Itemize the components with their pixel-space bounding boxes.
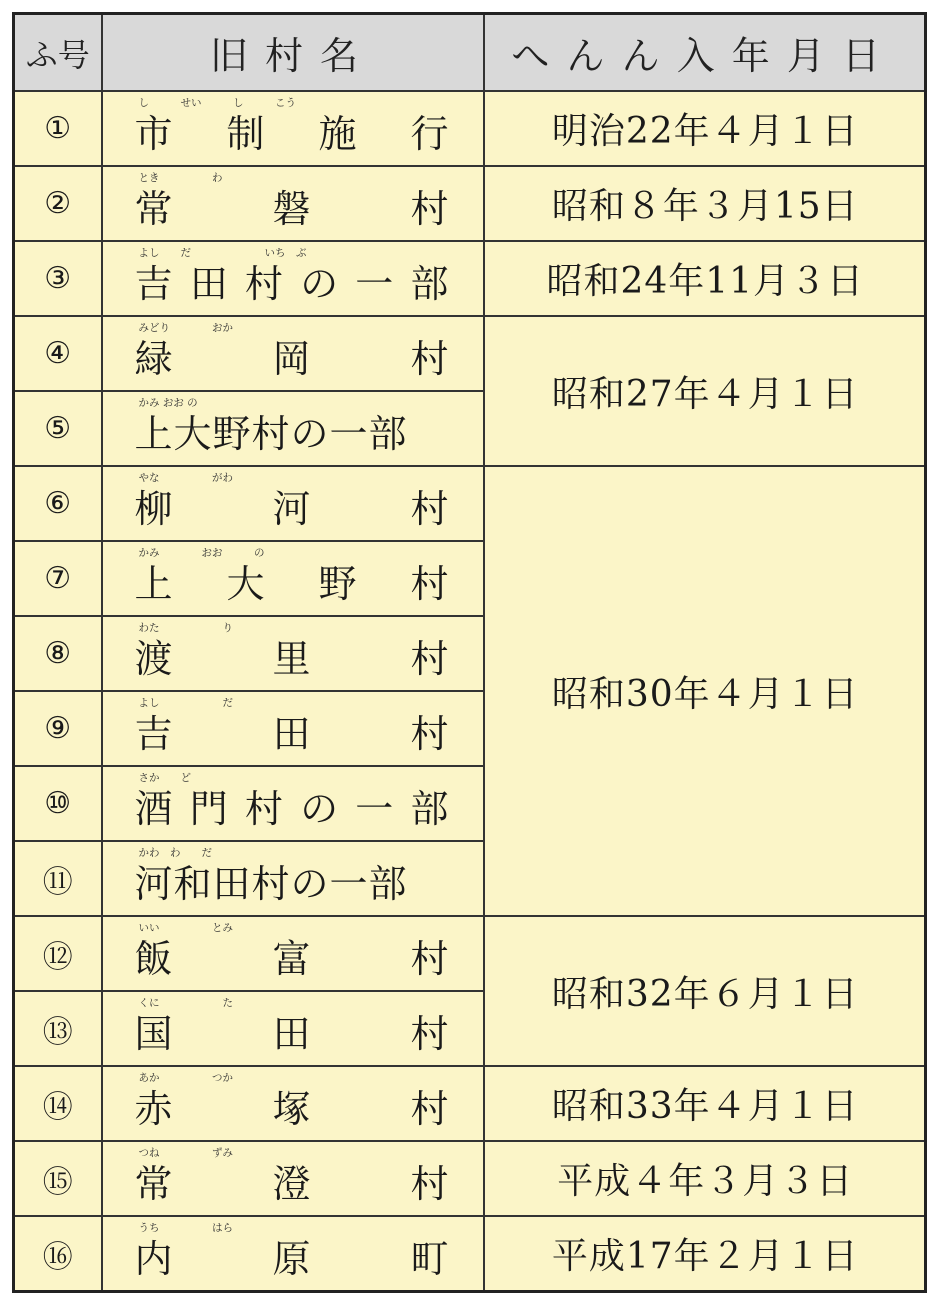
table-row	[14, 316, 926, 391]
village-merger-table-container	[12, 12, 924, 1288]
village-name-cell	[102, 541, 484, 616]
village-name: 上 大 野 村	[134, 562, 449, 606]
row-number-cell	[14, 166, 102, 241]
village-name-cell	[102, 616, 484, 691]
village-name-cell	[102, 766, 484, 841]
furigana-reading: よし だ	[138, 697, 233, 709]
village-name: 河和田村の一部	[134, 862, 408, 906]
furigana-reading: みどり おか	[138, 322, 233, 334]
village-name: 飯 富 村	[134, 937, 449, 981]
village-name: 上大野村の一部	[134, 412, 408, 456]
row-number: ⑨	[44, 711, 72, 746]
village-name: 吉 田 村	[134, 712, 449, 756]
row-number: ⑧	[44, 636, 72, 671]
header-row	[14, 14, 926, 92]
village-name: 渡 里 村	[134, 637, 449, 681]
furigana-reading: かわ わ だ	[138, 847, 212, 859]
row-number-cell	[14, 616, 102, 691]
furigana-reading: かみ おお の	[138, 547, 265, 559]
village-name: 常 澄 村	[134, 1162, 449, 1206]
header-number: ふ号	[14, 14, 102, 92]
merge-date-cell: 昭和27年４月１日	[484, 316, 926, 466]
furigana-reading: くに た	[138, 997, 233, 1009]
row-number-cell	[14, 766, 102, 841]
village-name-cell	[102, 241, 484, 316]
table-row	[14, 1066, 926, 1141]
table-body	[14, 91, 926, 1292]
table-row	[14, 1216, 926, 1292]
row-number: ⑪	[42, 864, 73, 900]
merge-date-cell: 平成４年３月３日	[484, 1141, 926, 1216]
row-number-cell	[14, 466, 102, 541]
row-number-cell	[14, 316, 102, 391]
village-name: 常 磐 村	[134, 187, 449, 231]
furigana-reading: つね ずみ	[138, 1147, 233, 1159]
village-name-cell	[102, 1141, 484, 1216]
table-row	[14, 166, 926, 241]
row-number: ⑮	[42, 1164, 73, 1200]
table-row	[14, 916, 926, 991]
row-number-cell	[14, 1066, 102, 1141]
village-name-cell	[102, 91, 484, 166]
village-name-cell	[102, 1216, 484, 1292]
row-number: ②	[44, 186, 72, 221]
row-number-cell	[14, 1216, 102, 1292]
row-number: ⑤	[44, 411, 72, 446]
row-number: ⑯	[42, 1239, 73, 1275]
furigana-reading: わた り	[138, 622, 233, 634]
table-row	[14, 91, 926, 166]
merge-date-cell: 明治22年４月１日	[484, 91, 926, 166]
village-name: 緑 岡 村	[134, 337, 449, 381]
row-number-cell	[14, 991, 102, 1066]
header-merge-date: へんん入年月日	[484, 14, 926, 92]
merge-date-cell: 平成17年２月１日	[484, 1216, 926, 1292]
row-number: ⑬	[42, 1014, 73, 1050]
village-merger-table	[12, 12, 927, 1293]
row-number-cell	[14, 391, 102, 466]
village-name-cell	[102, 991, 484, 1066]
merge-date-cell: 昭和24年11月３日	[484, 241, 926, 316]
table-row	[14, 241, 926, 316]
furigana-reading: かみ おお の	[138, 397, 198, 409]
village-name-cell	[102, 391, 484, 466]
village-name-cell	[102, 916, 484, 991]
merge-date-cell: 昭和33年４月１日	[484, 1066, 926, 1141]
furigana-reading: さか ど	[138, 772, 191, 784]
table-row	[14, 466, 926, 541]
furigana-reading: うち はら	[138, 1222, 233, 1234]
village-name-cell	[102, 841, 484, 916]
village-name-cell	[102, 166, 484, 241]
furigana-reading: とき わ	[138, 172, 223, 184]
row-number-cell	[14, 841, 102, 916]
row-number: ⑭	[42, 1089, 73, 1125]
row-number-cell	[14, 691, 102, 766]
village-name: 酒 門 村 の 一 部	[134, 787, 449, 831]
village-name: 内 原 町	[134, 1237, 449, 1281]
furigana-reading: いい とみ	[138, 922, 233, 934]
row-number-cell	[14, 916, 102, 991]
row-number-cell	[14, 91, 102, 166]
row-number-cell	[14, 241, 102, 316]
village-name-cell	[102, 466, 484, 541]
row-number: ⑫	[42, 939, 73, 975]
row-number: ⑦	[44, 561, 72, 596]
furigana-reading: やな がわ	[138, 472, 233, 484]
village-name: 国 田 村	[134, 1012, 449, 1056]
furigana-reading: よし だ いち ぶ	[138, 247, 307, 259]
row-number-cell	[14, 1141, 102, 1216]
village-name: 柳 河 村	[134, 487, 449, 531]
furigana-reading: あか つか	[138, 1072, 233, 1084]
row-number: ⑥	[44, 486, 72, 521]
village-name: 市 制 施 行	[134, 112, 449, 156]
row-number: ③	[44, 261, 72, 296]
village-name: 赤 塚 村	[134, 1087, 449, 1131]
row-number-cell	[14, 541, 102, 616]
merge-date-cell: 昭和32年６月１日	[484, 916, 926, 1066]
village-name: 吉 田 村 の 一 部	[134, 262, 449, 306]
furigana-reading: し せい し こう	[138, 97, 296, 109]
village-name-cell	[102, 1066, 484, 1141]
header-village-name: 旧村名	[102, 14, 484, 92]
village-name-cell	[102, 691, 484, 766]
row-number: ⑩	[44, 786, 72, 821]
merge-date-cell: 昭和８年３月15日	[484, 166, 926, 241]
row-number: ①	[44, 111, 72, 146]
table-row	[14, 1141, 926, 1216]
merge-date-cell: 昭和30年４月１日	[484, 466, 926, 916]
row-number: ④	[44, 336, 72, 371]
village-name-cell	[102, 316, 484, 391]
